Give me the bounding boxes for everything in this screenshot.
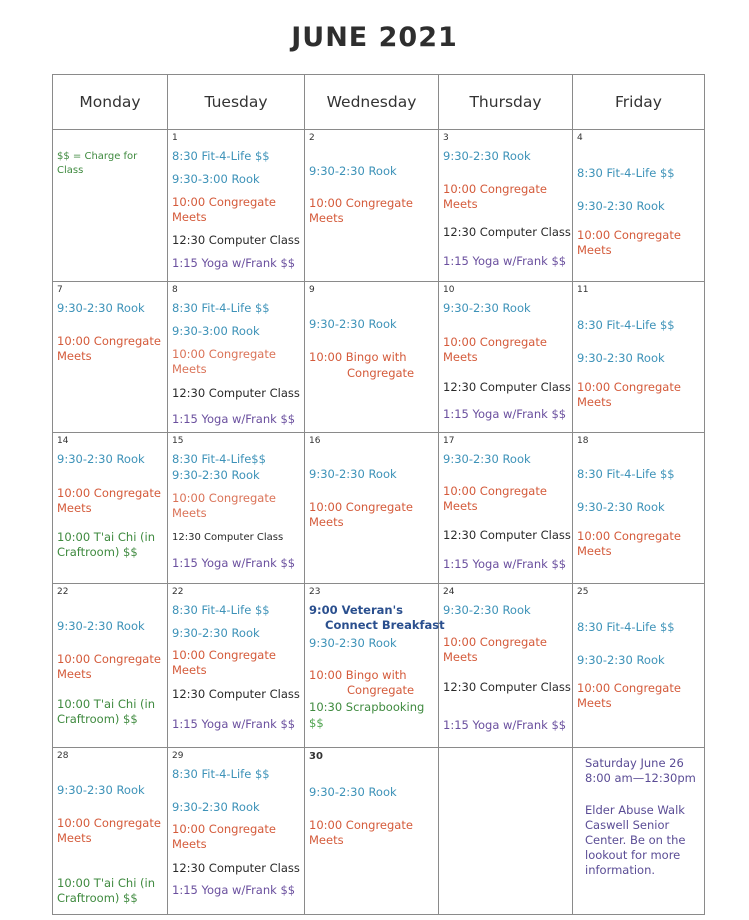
event: 1:15 Yoga w/Frank $$ xyxy=(443,254,567,268)
day-number: 3 xyxy=(443,133,449,143)
header-thursday: Thursday xyxy=(439,75,573,130)
event: 9:30-2:30 Rook xyxy=(309,785,397,799)
day-cell xyxy=(439,433,573,584)
event: 10:00 Congregate xyxy=(57,652,161,666)
event: 10:00 Congregate xyxy=(577,681,681,695)
event: 12:30 Computer Class xyxy=(172,233,300,247)
day-number: 9 xyxy=(309,285,315,295)
event: 12:30 Computer Class xyxy=(172,386,300,400)
event: 10:00 T'ai Chi (in xyxy=(57,697,156,711)
event: 9:30-2:30 Rook xyxy=(57,452,145,466)
note-line: Elder Abuse Walk xyxy=(585,803,685,817)
day-cell xyxy=(53,433,168,584)
day-cell xyxy=(305,584,445,748)
day-cell xyxy=(168,748,305,915)
day-number: 10 xyxy=(443,285,455,295)
event: 9:30-2:30 Rook xyxy=(57,783,145,797)
day-cell xyxy=(439,282,573,433)
event: 9:30-2:30 Rook xyxy=(577,199,665,213)
event: 1:15 Yoga w/Frank $$ xyxy=(443,557,567,571)
day-number: 2 xyxy=(309,133,315,143)
event: 9:30-2:30 Rook xyxy=(577,500,665,514)
event: Meets xyxy=(577,243,612,257)
week-row xyxy=(53,433,705,584)
day-cell xyxy=(305,748,439,915)
event: 9:30-2:30 Rook xyxy=(443,149,531,163)
event: 10:00 Congregate xyxy=(309,818,413,832)
event: 10:00 Congregate xyxy=(57,334,161,348)
event: 9:30-2:30 Rook xyxy=(577,351,665,365)
event: Meets xyxy=(57,667,92,681)
week-row xyxy=(53,748,705,915)
saturday-note xyxy=(585,756,697,878)
page-title: JUNE 2021 xyxy=(291,22,458,53)
event: 1:15 Yoga w/Frank $$ xyxy=(172,883,296,897)
event: 8:30 Fit-4-Life $$ xyxy=(172,603,270,617)
event: 9:00 Veteran's xyxy=(309,603,403,617)
event: $$ xyxy=(309,716,324,730)
event: 1:15 Yoga w/Frank $$ xyxy=(443,407,567,421)
event: 10:00 Congregate xyxy=(577,380,681,394)
day-number: 29 xyxy=(172,751,184,761)
day-number: 18 xyxy=(577,436,589,446)
day-number: 11 xyxy=(577,285,589,295)
event: 8:30 Fit-4-Life $$ xyxy=(172,767,270,781)
day-number: 22 xyxy=(172,587,184,597)
week-row xyxy=(53,584,705,748)
day-cell xyxy=(573,433,705,584)
event: 8:30 Fit-4-Life $$ xyxy=(577,166,675,180)
event: Meets xyxy=(309,515,344,529)
event: 10:00 Congregate xyxy=(443,484,547,498)
event: 10:00 Congregate xyxy=(309,196,413,210)
event: Meets xyxy=(57,831,92,845)
event: 12:30 Computer Class xyxy=(443,528,571,542)
event: 10:00 Congregate xyxy=(577,228,681,242)
event: Meets xyxy=(172,362,207,376)
event: 8:30 Fit-4-Life $$ xyxy=(577,467,675,481)
header-row xyxy=(53,75,705,130)
event: 9:30-2:30 Rook xyxy=(172,468,260,482)
event: 8:30 Fit-4-Life $$ xyxy=(577,620,675,634)
event: 10:00 Bingo with xyxy=(309,668,407,682)
note-line: Center. Be on the xyxy=(585,833,686,847)
day-number: 15 xyxy=(172,436,184,446)
event: 10:00 Congregate xyxy=(443,335,547,349)
event: Meets xyxy=(577,395,612,409)
day-cell xyxy=(573,748,705,915)
event: Meets xyxy=(443,650,478,664)
week-row xyxy=(53,130,705,282)
event: Meets xyxy=(57,501,92,515)
event: 9:30-3:00 Rook xyxy=(172,324,260,338)
event: Meets xyxy=(172,663,207,677)
header-monday: Monday xyxy=(53,75,168,130)
note-line: 8:00 am—12:30pm xyxy=(585,771,696,785)
day-cell xyxy=(168,130,305,282)
day-cell xyxy=(168,282,305,433)
day-number: 23 xyxy=(309,587,321,597)
day-cell-empty xyxy=(439,748,573,915)
event: Meets xyxy=(309,211,344,225)
event: 9:30-2:30 Rook xyxy=(443,452,531,466)
event: Craftroom) $$ xyxy=(57,891,138,905)
event: Meets xyxy=(309,833,344,847)
day-number: 22 xyxy=(57,587,69,597)
event: 9:30-2:30 Rook xyxy=(309,164,397,178)
event: 12:30 Computer Class xyxy=(443,380,571,394)
note-line: Saturday June 26 xyxy=(585,756,684,770)
event: 9:30-3:00 Rook xyxy=(172,172,260,186)
day-cell xyxy=(168,584,305,748)
day-number: 14 xyxy=(57,436,69,446)
event: Meets xyxy=(443,499,478,513)
day-number: 28 xyxy=(57,751,69,761)
event: 10:00 Congregate xyxy=(443,182,547,196)
event: Craftroom) $$ xyxy=(57,712,138,726)
event: 12:30 Computer Class xyxy=(172,861,300,875)
event: 8:30 Fit-4-Life $$ xyxy=(172,149,270,163)
day-cell xyxy=(305,282,439,433)
event: 12:30 Computer Class xyxy=(172,532,284,543)
day-cell xyxy=(53,748,168,915)
day-cell xyxy=(53,282,168,433)
event: Meets xyxy=(443,350,478,364)
event: 10:00 T'ai Chi (in xyxy=(57,530,156,544)
event: 10:00 T'ai Chi (in xyxy=(57,876,156,890)
day-cell xyxy=(573,130,705,282)
day-cell xyxy=(439,584,573,748)
event: 12:30 Computer Class xyxy=(443,680,571,694)
day-number: 25 xyxy=(577,587,589,597)
event: Meets xyxy=(172,837,207,851)
day-cell xyxy=(573,282,705,433)
event: 1:15 Yoga w/Frank $$ xyxy=(172,717,296,731)
event: 9:30-2:30 Rook xyxy=(309,317,397,331)
day-cell xyxy=(305,433,439,584)
event: 9:30-2:30 Rook xyxy=(172,626,260,640)
event: Meets xyxy=(57,349,92,363)
header-friday: Friday xyxy=(573,75,705,130)
event: Meets xyxy=(577,696,612,710)
event: 9:30-2:30 Rook xyxy=(577,653,665,667)
event: 9:30-2:30 Rook xyxy=(443,301,531,315)
event: 9:30-2:30 Rook xyxy=(309,467,397,481)
event: 10:00 Congregate xyxy=(172,822,276,836)
event: 10:00 Congregate xyxy=(309,500,413,514)
day-cell xyxy=(53,584,168,748)
day-cell xyxy=(305,130,439,282)
day-number: 16 xyxy=(309,436,321,446)
event: Meets xyxy=(577,544,612,558)
day-number: 4 xyxy=(577,133,583,143)
legend-note: $$ = Charge for Class xyxy=(57,151,138,176)
day-number: 30 xyxy=(309,751,323,762)
day-cell xyxy=(168,433,305,584)
day-number: 7 xyxy=(57,285,63,295)
event: 9:30-2:30 Rook xyxy=(309,636,397,650)
event: 1:15 Yoga w/Frank $$ xyxy=(172,556,296,570)
event: Congregate xyxy=(347,683,415,697)
calendar-table xyxy=(52,74,705,915)
note-line: Caswell Senior xyxy=(585,818,670,832)
event: 10:00 Congregate xyxy=(443,635,547,649)
day-cell xyxy=(53,130,168,282)
event: 8:30 Fit-4-Life$$ xyxy=(172,452,266,466)
event: 10:00 Bingo with xyxy=(309,350,407,364)
event: Meets xyxy=(443,197,478,211)
event: 8:30 Fit-4-Life $$ xyxy=(577,318,675,332)
event: 9:30-2:30 Rook xyxy=(57,619,145,633)
day-cell xyxy=(439,130,573,282)
event: 10:00 Congregate xyxy=(172,195,276,209)
event: 12:30 Computer Class xyxy=(172,687,300,701)
event: 1:15 Yoga w/Frank $$ xyxy=(172,256,296,270)
event: Craftroom) $$ xyxy=(57,545,138,559)
event: 10:00 Congregate xyxy=(577,529,681,543)
event: 12:30 Computer Class xyxy=(443,225,571,239)
day-number: 17 xyxy=(443,436,455,446)
event: 9:30-2:30 Rook xyxy=(443,603,531,617)
event: 9:30-2:30 Rook xyxy=(172,800,260,814)
event: 8:30 Fit-4-Life $$ xyxy=(172,301,270,315)
event: Meets xyxy=(172,506,207,520)
event: Meets xyxy=(172,210,207,224)
event: 10:00 Congregate xyxy=(57,816,161,830)
event: 10:30 Scrapbooking xyxy=(309,700,425,714)
day-cell xyxy=(573,584,705,748)
day-number: 8 xyxy=(172,285,178,295)
event: 10:00 Congregate xyxy=(172,491,276,505)
event: Connect Breakfast xyxy=(325,618,445,632)
note-line: lookout for more xyxy=(585,848,681,862)
event: Congregate xyxy=(347,366,415,380)
event: 9:30-2:30 Rook xyxy=(57,301,145,315)
header-wednesday: Wednesday xyxy=(305,75,439,130)
event: 10:00 Congregate xyxy=(172,648,276,662)
header-tuesday: Tuesday xyxy=(168,75,305,130)
event: 1:15 Yoga w/Frank $$ xyxy=(172,412,296,426)
event: 10:00 Congregate xyxy=(172,347,276,361)
event: 1:15 Yoga w/Frank $$ xyxy=(443,718,567,732)
event: 10:00 Congregate xyxy=(57,486,161,500)
day-number: 1 xyxy=(172,133,178,143)
week-row xyxy=(53,282,705,433)
day-number: 24 xyxy=(443,587,455,597)
note-line: information. xyxy=(585,863,656,877)
